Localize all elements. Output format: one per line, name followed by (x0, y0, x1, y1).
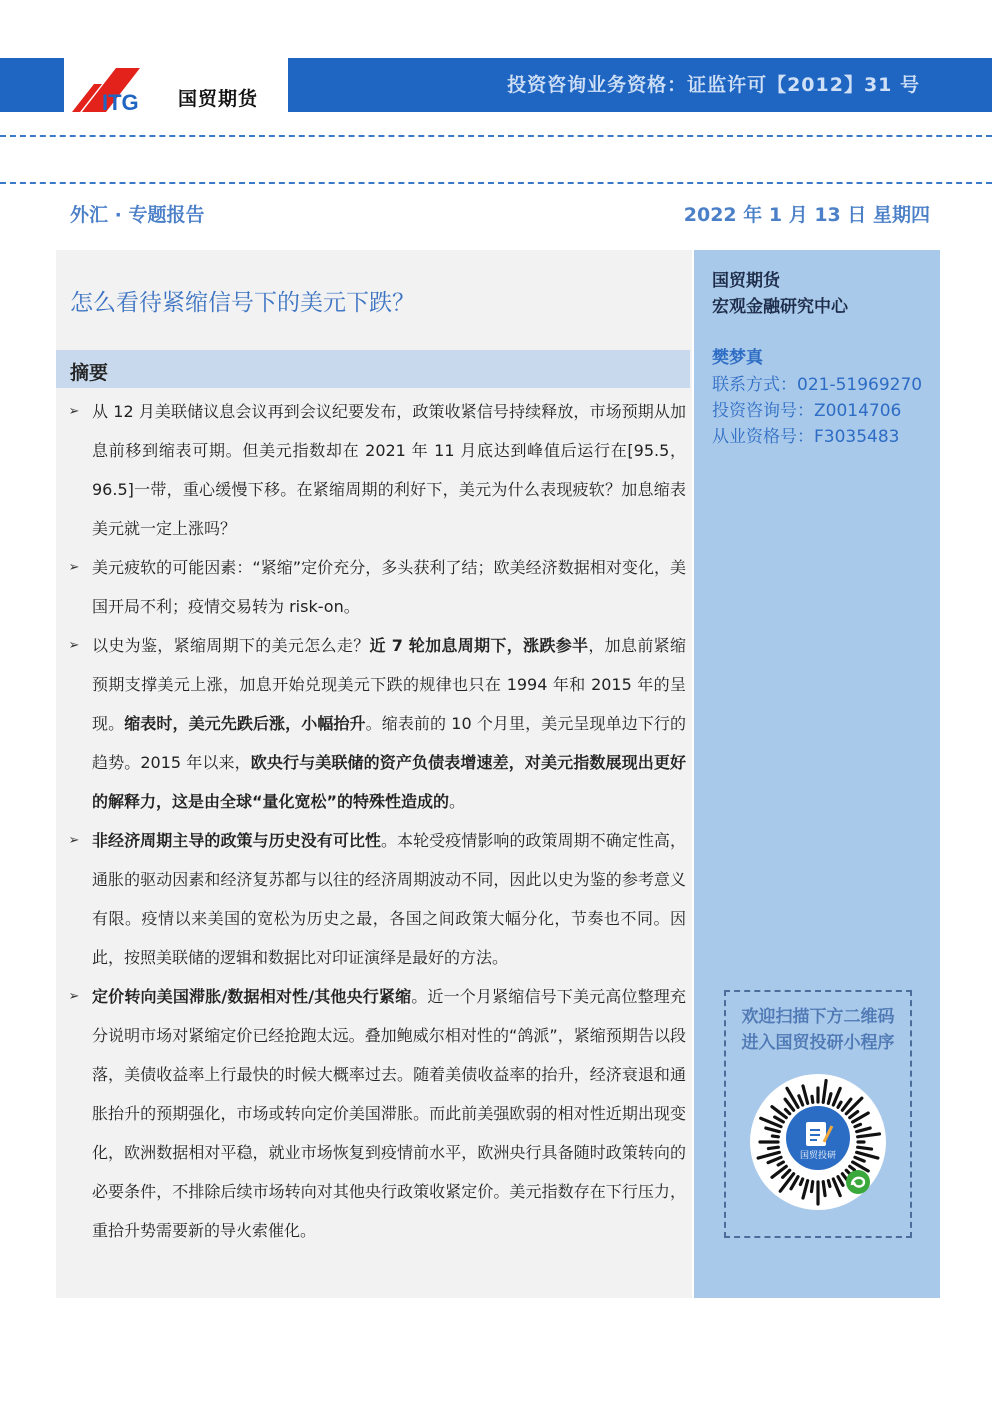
bullet-arrow-icon: ➢ (68, 833, 80, 848)
divider-bottom (0, 182, 992, 184)
report-date: 2022 年 1 月 13 日 星期四 (683, 204, 930, 226)
logo-mark-text: ITG (102, 90, 139, 112)
itg-logo-icon (72, 68, 144, 112)
bullet-arrow-icon: ➢ (68, 638, 80, 653)
bullet-emphasis: 定价转向美国滞胀/数据相对性/其他央行紧缩 (92, 987, 412, 1006)
divider-top (0, 135, 992, 137)
bullet-arrow-icon: ➢ (68, 989, 80, 1004)
bullet-emphasis: 近 7 轮加息周期下，涨跌参半 (369, 636, 589, 655)
qr-center-label: 国贸投研 (799, 1151, 837, 1161)
bullet-arrow-icon: ➢ (68, 560, 80, 575)
org-department: 宏观金融研究中心 (712, 297, 848, 317)
bullet-segment: 以史为鉴，紧缩周期下的美元怎么走？ (92, 636, 370, 655)
bullet-segment: ，加息前紧缩预期支撑美元上涨，加息开始兑现美元下跌的规律也只在 1994 年和 2015 年的呈现。 (92, 636, 686, 733)
sidebar-org (712, 268, 848, 320)
bullet-segment: 从 12 月美联储议息会议再到会议纪要发布，政策收紧信号持续释放，市场预期从加息前移到缩表可期。但美元指数却在 2021 年 11 月底达到峰值后运行在[95.5，96.5]一带，重心缓慢下移。在紧缩周期的利好下，美元为什么表现疲软？加息缩表美元就一定上涨吗？ (92, 402, 686, 538)
bullet-text (92, 821, 686, 977)
bullet-arrow-icon: ➢ (68, 404, 80, 419)
report-category: 外汇 · 专题报告 (70, 204, 205, 226)
logo-text: 国贸期货 (178, 88, 259, 110)
company-logo (72, 62, 282, 112)
bullet-emphasis: 缩表时，美元先跌后涨，小幅抬升 (124, 714, 366, 733)
mini-program-qr-icon[interactable] (748, 1072, 888, 1212)
abstract-bullet (56, 821, 692, 977)
bullet-emphasis: 欧央行与美联储的资产负债表增速差，对美元指数展现出更好的解释力，这是由全球“量化宽松”的特殊性造成的 (92, 753, 686, 811)
license-text: 投资咨询业务资格：证监许可【2012】31 号 (507, 74, 920, 96)
qr-caption-line1: 欢迎扫描下方二维码 (741, 1007, 895, 1027)
abstract-bullet (56, 548, 692, 626)
abstract-bullet (56, 392, 692, 548)
bullet-segment: 。近一个月紧缩信号下美元高位整理充分说明市场对紧缩定价已经抢跑太远。叠加鲍威尔相对性的“鸽派”，紧缩预期告以段落，美债收益率上行最快的时候大概率过去。随着美债收益率的抬升，经济衰退和通胀抬升的预期强化，市场或转向定价美国滞胀。而此前美强欧弱的相对性近期出现变化，欧洲数据相对平稳，就业市场恢复到疫情前水平，欧洲央行具备随时政策转向的必要条件，不排除后续市场转向对其他央行政策收紧定价。美元指数存在下行压力，重拾升势需要新的导火索催化。 (92, 987, 686, 1240)
abstract-bullet (56, 977, 692, 1250)
bullet-segment: 。 (449, 792, 466, 811)
bullet-segment: 美元疲软的可能因素：“紧缩”定价充分，多头获利了结；欧美经济数据相对变化，美国开局不利；疫情交易转为 risk-on。 (92, 558, 686, 616)
header-band-left (0, 58, 64, 112)
bullet-text (92, 548, 686, 626)
org-name: 国贸期货 (712, 271, 780, 291)
abstract-label: 摘要 (70, 362, 109, 384)
author-contact (712, 372, 922, 450)
author-name: 樊梦真 (712, 348, 763, 368)
qualification-number: 从业资格号：F3035483 (712, 427, 900, 447)
abstract-bullets (56, 392, 692, 1250)
report-title: 怎么看待紧缩信号下的美元下跌？ (70, 290, 415, 316)
bullet-emphasis: 非经济周期主导的政策与历史没有可比性 (92, 831, 381, 850)
qr-caption-line2: 进入国贸投研小程序 (741, 1033, 895, 1053)
bullet-text (92, 392, 686, 548)
bullet-segment: 。本轮受疫情影响的政策周期不确定性高，通胀的驱动因素和经济复苏都与以往的经济周期波动不同，因此以史为鉴的参考意义有限。疫情以来美国的宽松为历史之最，各国之间政策大幅分化，节奏也不同。因此，按照美联储的逻辑和数据比对印证演绎是最好的方法。 (92, 831, 686, 967)
bullet-segment: 。缩表前的 10 个月里，美元呈现单边下行的趋势。2015 年以来， (92, 714, 686, 772)
bullet-text (92, 977, 686, 1250)
qr-caption (724, 1004, 912, 1056)
abstract-bullet (56, 626, 692, 821)
contact-phone: 联系方式：021-51969270 (712, 375, 923, 395)
consult-number: 投资咨询号：Z0014706 (712, 401, 902, 421)
bullet-text (92, 626, 686, 821)
abstract-bar (56, 350, 690, 388)
